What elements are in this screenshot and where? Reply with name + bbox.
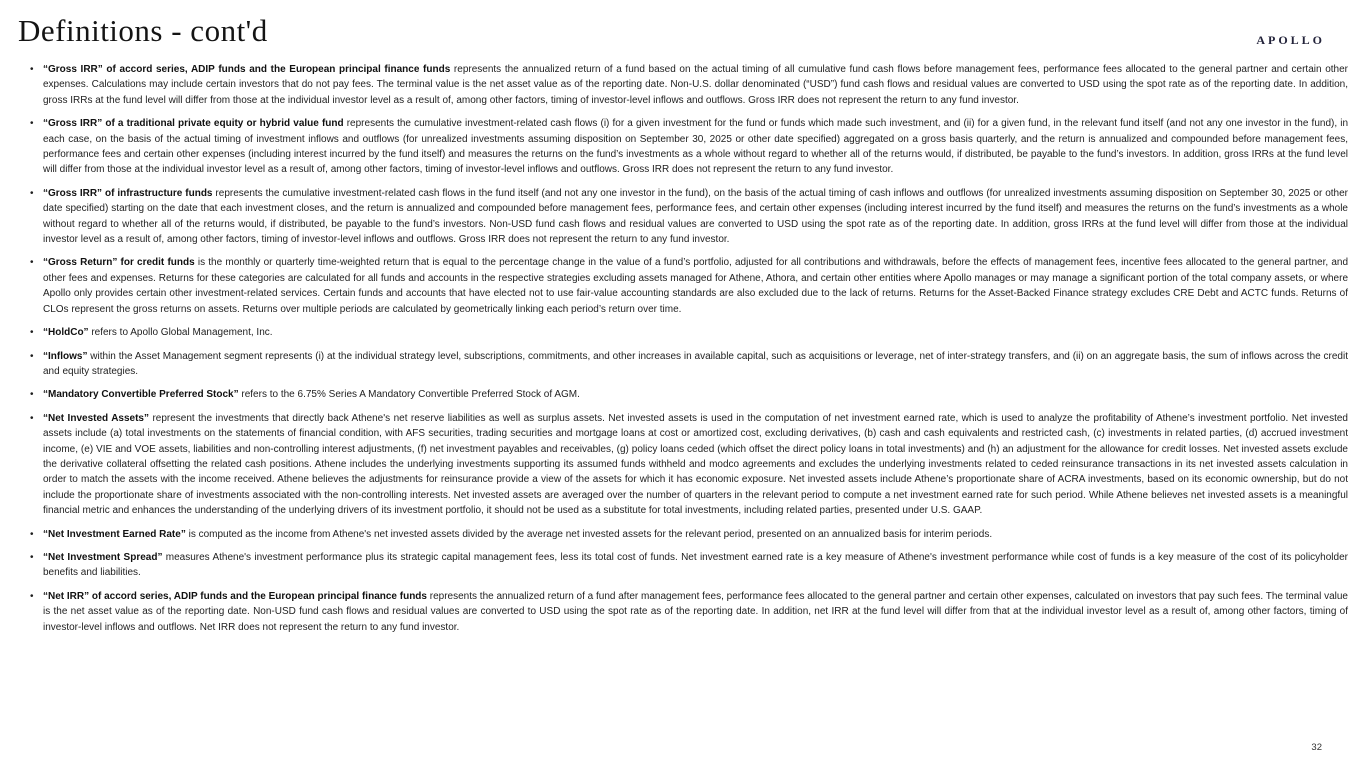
definition-text: [43, 387, 1348, 402]
bullet-icon: •: [30, 350, 34, 362]
bullet-icon: •: [30, 551, 34, 563]
definition-term: “Net Investment Earned Rate”: [43, 528, 186, 540]
definition-body: represents the cumulative investment-related cash flows in the fund itself (and not any one investor in the fund), on the basis of the actual timing of cash inflows and outflows (for unrealized investments assuming disposition on September 30, 2025 or other date specified) starting on the date that each investment closes, and the return is annualized and compounded before management fees, performance fees, and certain other expenses (including interest incurred by the fund itself) and measures the returns on the fund’s investments as a whole without regard to whether all of the returns would, if distributed, be payable to the fund’s investors. Non-USD fund cash flows and residual values are converted to USD using the spot rate as of the reporting date. In addition, gross IRRs at the fund level will differ from those at the individual investor level as a result of, among other factors, timing of investor-level inflows and outflows. Gross IRR does not represent the return to any fund investor.: [43, 187, 1349, 246]
definition-text: [43, 589, 1348, 635]
definition-body: is computed as the income from Athene's net invested assets divided by the average net invested assets for the relevant period, presented on an annualized basis for interim periods.: [185, 528, 993, 540]
definition-body: is the monthly or quarterly time-weighted return that is equal to the percentage change in the value of a fund’s portfolio, adjusted for all contributions and withdrawals, before the effects of management fees, incentive fees allocated to the general partner, and other fees and expenses. Returns for these categories are calculated for all funds and accounts in the respective strategies excluding assets managed for Athene, Athora, and certain other entities where Apollo manages or may manage a significant portion of the total company assets, or where Apollo only provides certain other investment-related services. Certain funds and accounts that have elected not to use fair-value accounting standards are also excluded due to the lack of returns. Returns for the Asset-Backed Finance strategy excludes CRE Debt and ACTC funds. Returns of CLOs represent the gross returns on assets. Returns over multiple periods are calculated by geometrically linking each period’s return over time.: [43, 257, 1349, 315]
definition-body: refers to Apollo Global Management, Inc.: [88, 327, 273, 339]
definition-term: “Net IRR” of accord series, ADIP funds and the European principal finance funds: [43, 590, 427, 602]
definition-item: [30, 550, 1348, 581]
definition-text: [43, 255, 1348, 317]
page-title: Definitions - cont'd: [18, 13, 268, 48]
definition-text: [43, 349, 1348, 380]
definition-text: [43, 411, 1348, 519]
definition-term: “Gross IRR” of accord series, ADIP funds and the European principal finance funds: [43, 64, 451, 75]
bullet-icon: •: [30, 412, 34, 424]
definition-text: [43, 550, 1348, 581]
definition-text: [43, 527, 1348, 542]
bullet-icon: •: [30, 528, 34, 540]
definition-body: represents the cumulative investment-related cash flows (i) for a given investment for the fund or funds which made such investment, and (ii) for a given fund, in the relevant fund itself (and not any one investor in the fund), in each case, on the basis of the actual timing of investment inflows and outflows (for unrealized investments assuming disposition on September 30, 2025 or other date specified) aggregated on a gross basis quarterly, and the return is annualized and compounded before management fees, performance fees and certain other expenses (including interest incurred by the fund itself) and measures the returns on the fund’s investments as a whole without regard to whether all of the returns would, if distributed, be payable to the fund’s investors. In addition, gross IRRs at the fund level will differ from those at the individual investor level as a result of, among other factors, timing of investor-level inflows and outflows. Gross IRR does not represent the return to any fund investor.: [43, 118, 1349, 176]
definition-term: “Gross IRR” of a traditional private equity or hybrid value fund: [43, 118, 344, 130]
definition-body: measures Athene's investment performance plus its strategic capital management fees, less its total cost of funds. Net investment earned rate is a key measure of Athene's investment performance while cost of funds is a key measure of the cost of its policyholder benefits and liabilities.: [43, 551, 1348, 579]
definition-term: “Gross Return” for credit funds: [43, 257, 195, 269]
bullet-icon: •: [30, 389, 34, 401]
definition-item: [30, 387, 1348, 402]
definitions-list: [30, 62, 1348, 635]
definition-item: [30, 62, 1348, 108]
definition-item: [30, 325, 1348, 340]
bullet-icon: •: [30, 327, 34, 339]
definition-body: represents the annualized return of a fund based on the actual timing of all cumulative fund cash flows before management fees, performance fees allocated to the general partner and certain other expenses. Calculations may include certain investors that do not pay fees. The terminal value is the net asset value as of the reporting date. Non-U.S. dollar denominated (“USD”) fund cash flows and residual values are converted to USD using the spot rate as of the reporting date. In addition, gross IRRs at the fund level will differ from those at the individual investor level as a result of, among other factors, timing of investor-level inflows and outflows. Gross IRR does not represent the return to any fund investor.: [43, 64, 1349, 106]
definition-body: represents the annualized return of a fund after management fees, performance fees allocated to the general partner and certain other expenses, calculated on investors that pay such fees. The terminal value is the net asset value as of the reporting date. Non-USD fund cash flows and residual values are converted to USD using the spot rate as of the reporting date. In addition, net IRR at the fund level will differ from that at the individual investor level as a result of, among other factors, timing of investor-level inflows and outflows. Net IRR does not represent the return to any fund investor.: [43, 590, 1348, 633]
definition-item: [30, 186, 1348, 248]
definition-text: [43, 116, 1348, 178]
definition-text: [43, 325, 1348, 340]
definition-item: [30, 116, 1348, 178]
definition-body: refers to the 6.75% Series A Mandatory Convertible Preferred Stock of AGM.: [238, 389, 580, 401]
bullet-icon: •: [30, 118, 34, 130]
page-number: 32: [1311, 742, 1322, 753]
apollo-logo: APOLLO: [1256, 33, 1325, 47]
definition-item: [30, 411, 1348, 519]
bullet-icon: •: [30, 257, 34, 269]
definition-term: “HoldCo”: [43, 327, 89, 339]
definition-term: “Net Invested Assets”: [43, 412, 149, 424]
definition-item: [30, 349, 1348, 380]
definition-item: [30, 255, 1348, 317]
definition-body: represent the investments that directly back Athene's net reserve liabilities as well as surplus assets. Net invested assets is used in the computation of net investment earned rate, which is used to analyze the profitability of Athene’s investment portfolio. Net invested assets include (a) total investments on the statements of financial condition, with AFS securities, trading securities and mortgage loans at cost or amortized cost, excluding derivatives, (b) cash and cash equivalents and restricted cash, (c) investments in related parties, (d) accrued investment income, (e) VIE and VOE assets, liabilities and non-controlling interest adjustments, (f) net investment payables and receivables, (g) policy loans ceded (which offset the direct policy loans in total investments) and (h) an adjustment for the allowance for credit losses. Net invested assets exclude the derivative collateral offsetting the related cash positions. Athene includes the underlying investments supporting its assumed funds withheld and modco agreements and excludes the underlying investments related to ceded reinsurance transactions in its net invested assets calculation in order to match the assets with the income received. Athene believes the adjustments for reinsurance provide a view of the assets for which it has economic exposure. Net invested assets include Athene’s proportionate share of ACRA investments, based on its economic ownership, but do not include the proportionate share of investments associated with the non-controlling interests. Net invested assets are averaged over the number of quarters in the relevant period to compute a net investment earned rate for such period. While Athene believes net invested assets is a meaningful financial metric and enhances the understanding of the underlying drivers of its investment portfolio, it should not be used as a substitute for total investments, including related parties, presented under U.S. GAAP.: [43, 412, 1348, 517]
definition-item: [30, 527, 1348, 542]
definition-term: “Inflows”: [43, 350, 88, 362]
bullet-icon: •: [30, 64, 34, 75]
definition-term: “Net Investment Spread”: [43, 551, 163, 563]
bullet-icon: •: [30, 590, 34, 602]
definition-item: [30, 589, 1348, 635]
definition-text: [43, 62, 1348, 108]
definition-term: “Gross IRR” of infrastructure funds: [43, 187, 213, 199]
bullet-icon: •: [30, 187, 34, 199]
definition-body: within the Asset Management segment represents (i) at the individual strategy level, subscriptions, commitments, and other increases in available capital, such as acquisitions or leverage, net of inter-strategy transfers, and (ii) on an aggregate basis, the sum of inflows across the credit and equity strategies.: [43, 350, 1348, 377]
definition-text: [43, 186, 1348, 248]
definition-term: “Mandatory Convertible Preferred Stock”: [43, 389, 239, 401]
